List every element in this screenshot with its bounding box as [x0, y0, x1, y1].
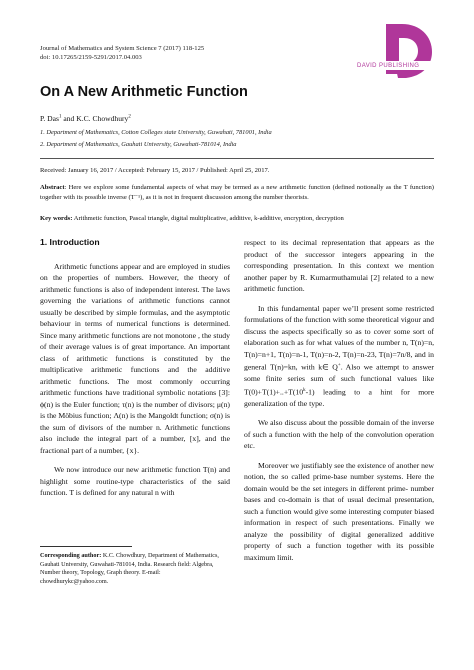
right-paragraph-2-part-b: . Also we attempt to answer some finite series sum of such functional values like T(0)+T(1)+..+T(10 [244, 362, 434, 397]
author-1-affiliation-mark: 1 [59, 114, 62, 120]
right-paragraph-1: respect to its decimal representation that appears as the product of the successor integers appearing in the corresponding presentation. In this context we mention another paper by R. Kumarmuthamulai [2] related to a new arithmetic function. [244, 238, 434, 293]
power-superscript: k [303, 387, 306, 393]
rationals-superscript: + [337, 363, 341, 368]
keywords-text: Arithmetic function, Pascal triangle, digital multiplicative, additive, k-additive, encryption, decryption [72, 215, 344, 222]
author-1: P. Das [40, 114, 59, 123]
paper-title: On A New Arithmetic Function [40, 84, 248, 100]
intro-paragraph-1: Arithmetic functions appear and are employed in studies on the properties of numbers. However, the theory of arithmetic functions is also of independent interest. The laws governing the variations of arithmetic functions cannot usually be described by simple formulas, and the asymptotic behaviour in terms of numerical functions is determined. Since many arithmetic functions are not monotone , the study of their average values is of great importance. An important class of arithmetic functions is constituted by the multiplicative arithmetic functions and the additive arithmetic functions. The most commonly occurring arithmetic functions have traditional symbolic notations [3]: ϕ(n) is the Euler function; τ(n) is the number of divisors; μ(n) is the Möbius function; Λ(n) is the Mangoldt function; σ(n) is the sum of divisors of the number n. Arithmetic functions also include the integral part of a number, [x], and the fractional part of a number, {x}. [40, 261, 230, 455]
footnote-rule [40, 546, 132, 547]
corresponding-author-footnote [40, 552, 230, 586]
section-heading-introduction: 1. Introduction [40, 237, 100, 247]
author-line [40, 114, 131, 123]
affiliation-1: 1. Department of Mathematics, Cotton Colleges state University, Guwahati, 781001, India [40, 129, 272, 136]
author-joiner: and [61, 114, 77, 123]
abstract-label: Abstract [40, 184, 65, 191]
right-paragraph-3: We also discuss about the possible domain of the inverse of such a function with the help of the convolution operation etc. [244, 418, 434, 451]
keywords-label: Key words: [40, 215, 73, 222]
author-2: K.C. Chowdhury [76, 114, 129, 123]
publication-dates: Received: January 16, 2017 / Accepted: February 15, 2017 / Published: April 25, 2017. [40, 167, 270, 174]
journal-doi: doi: 10.17265/2159-5291/2017.04.003 [40, 54, 142, 61]
footnote-text: K.C. Chowdhury, Department of Mathematics, Gauhati University, Guwahati-781014, India. Research field: Algebra, Number theory, Topology, Graph theory. E-mail: chowdhurykc@yahoo.com. [40, 552, 219, 585]
right-paragraph-4: Moreover we justifiably see the existence of another new notion, the so called prime-base number systems. Here the domain would be the set integers in different prime- number bases and co-domain is that of usual decimal presentation, such a function would give some interesting computer biased information in respect of such presentations. Finally we analyze the possibility of digital generalized additive property of such a function together with its possible maximum limit. [244, 460, 434, 562]
footnote-label: Corresponding author: [40, 552, 102, 559]
right-paragraph-2 [244, 303, 434, 410]
affiliation-2: 2. Department of Mathematics, Gauhati University, Guwahati-781014, India [40, 141, 237, 148]
intro-paragraph-2: We now introduce our new arithmetic function T(n) and highlight some routine-type characteristics of the said function. T is defined for any natural n with [40, 465, 230, 497]
abstract [40, 183, 434, 202]
divider-top [40, 158, 434, 159]
publisher-name: DAVID PUBLISHING [357, 63, 420, 69]
keywords [40, 215, 434, 222]
journal-citation: Journal of Mathematics and System Science 7 (2017) 118-125 [40, 45, 205, 52]
right-column [244, 237, 434, 563]
left-column [40, 237, 230, 499]
abstract-text: : Here we explore some fundamental aspects of what may be termed as a new arithmetic function (defined notionally as the T function) together with its possible inverse (T⁻¹), as it is not in frequent discussion among the number theorists. [40, 184, 434, 201]
right-paragraph-2-part-a: In this fundamental paper we’ll present some restricted formulations of the function with some theoretical vigour and discuss the aspects specifically so as to cover some sort of elaboration such as for what values of the number n, T(n)=n, T(n)=n+1, T(n)=n-1, T(n)=n-2, T(n)=n-23, T(n)=7n/8, and in general T(n)=kn, with k∈ Q [244, 303, 434, 372]
david-publishing-logo [338, 22, 442, 84]
right-paragraph-2-part-c: -1) leading to a hint for more generalization of the type. [244, 387, 434, 408]
journal-header [40, 44, 204, 62]
author-2-affiliation-mark: 2 [128, 114, 131, 120]
